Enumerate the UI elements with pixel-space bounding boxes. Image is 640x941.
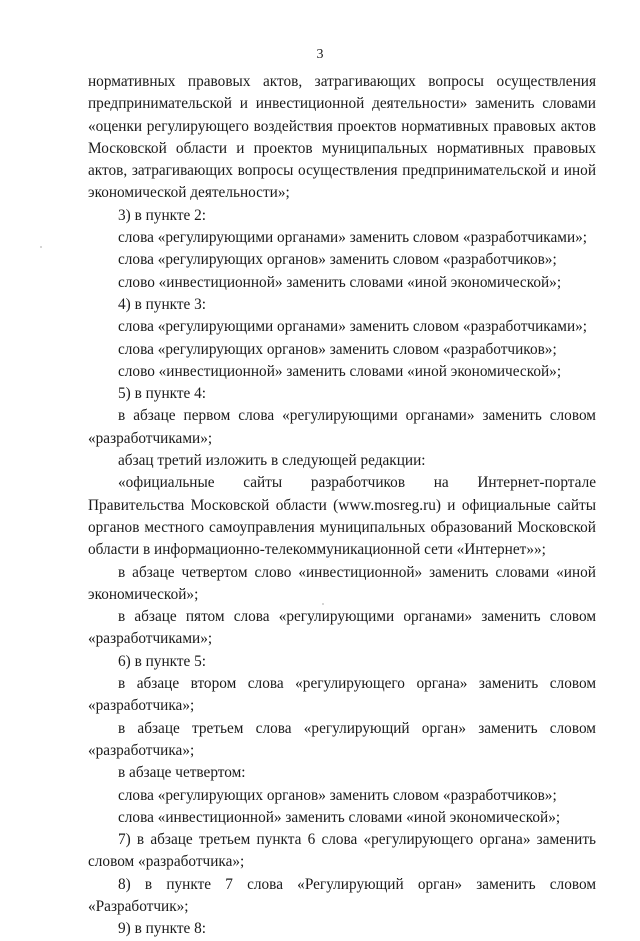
paragraph: 9) в пункте 8: xyxy=(118,920,207,938)
paragraph: слова «инвестиционной» заменить словами «иной экономической»; xyxy=(118,808,561,826)
paragraph: «официальные сайты разработчиков на Интернет-портале Правительства Московской области (www.mosreg.ru) и официальные сайты органов местного самоуправления муниципальных образований Московской области в информационно-телекоммуникационной сети «Интернет»»; xyxy=(88,474,596,559)
paragraph: слова «регулирующих органов» заменить словом «разработчиков»; xyxy=(118,340,557,358)
paragraph: в абзаце четвертом: xyxy=(118,764,246,782)
paragraph: в абзаце первом слова «регулирующими органами» заменить словом «разработчиками»; xyxy=(88,407,596,447)
page-number: 3 xyxy=(316,47,324,62)
paragraph: в абзаце пятом слова «регулирующими органами» заменить словом «разработчиками»; xyxy=(88,608,596,648)
paragraph: слово «инвестиционной» заменить словами «иной экономической»; xyxy=(118,362,562,380)
paragraph: слова «регулирующих органов» заменить словом «разработчиков»; xyxy=(118,251,557,269)
paragraph: слова «регулирующих органов» заменить словом «разработчиков»; xyxy=(118,786,557,804)
paragraph: 7) в абзаце третьем пункта 6 слова «регулирующего органа» заменить словом «разработчика»; xyxy=(88,831,596,871)
paragraph: 4) в пункте 3: xyxy=(118,295,207,313)
paragraph: в абзаце третьем слова «регулирующий орган» заменить словом «разработчика»; xyxy=(88,719,596,759)
paragraph: абзац третий изложить в следующей редакции: xyxy=(118,452,426,470)
scan-speck xyxy=(40,246,42,248)
paragraph: в абзаце втором слова «регулирующего органа» заменить словом «разработчика»; xyxy=(88,675,596,715)
document-body xyxy=(88,71,596,941)
paragraph: 3) в пункте 2: xyxy=(118,206,207,224)
paragraph: в абзаце четвертом слово «инвестиционной» заменить словами «иной экономической»; xyxy=(88,563,596,603)
paragraph: слова «регулирующими органами» заменить словом «разработчиками»; xyxy=(118,318,588,336)
paragraph: 6) в пункте 5: xyxy=(118,652,207,670)
paragraph: слово «инвестиционной» заменить словами «иной экономической»; xyxy=(118,273,562,291)
paragraph: нормативных правовых актов, затрагивающих вопросы осуществления предпринимательской и инвестиционной деятельности» заменить словами «оценки регулирующего воздействия проектов нормативных правовых актов Московской области и проектов муниципальных нормативных правовых актов, затрагивающих вопросы осуществления предпринимательской и иной экономической деятельности»; xyxy=(88,73,596,202)
paragraph: 8) в пункте 7 слова «Регулирующий орган» заменить словом «Разработчик»; xyxy=(88,875,596,915)
paragraph: 5) в пункте 4: xyxy=(118,385,207,403)
paragraph: слова «регулирующими органами» заменить словом «разработчиками»; xyxy=(118,229,588,247)
scan-speck xyxy=(322,603,324,605)
